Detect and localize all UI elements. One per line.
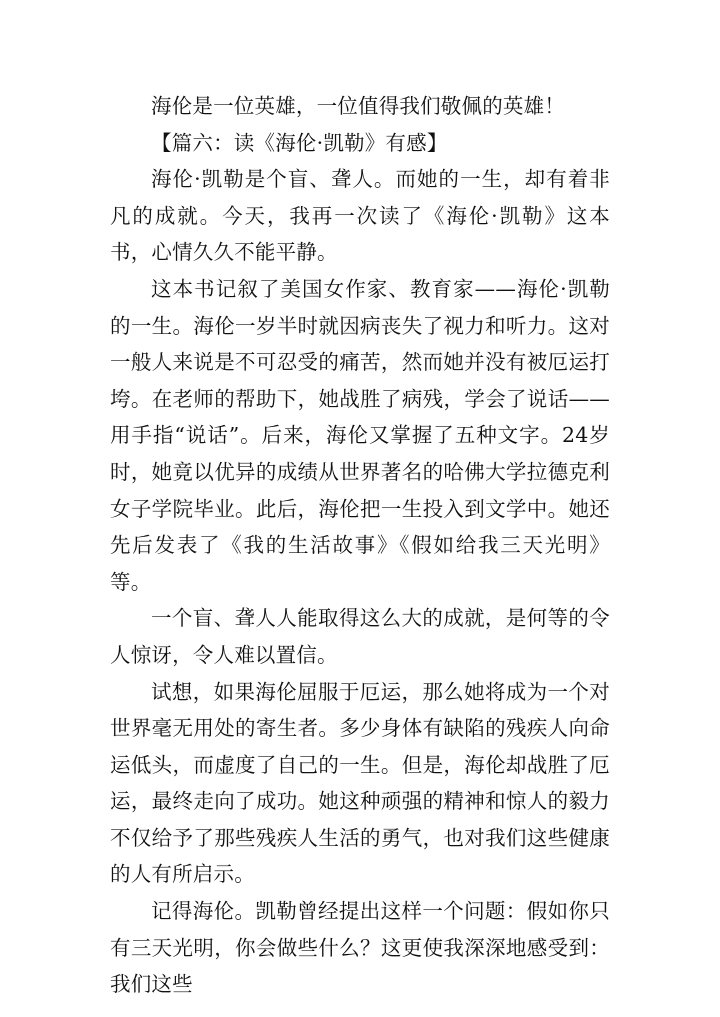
- document-body: [110, 88, 610, 1003]
- paragraph-amazement: 一个盲、聋人人能取得这么大的成就，是何等的令人惊讶，令人难以置信。: [110, 606, 610, 667]
- paragraph-reflection: 试想，如果海伦屈服于厄运，那么她将成为一个对世界毫无用处的寄生者。多少身体有缺陷的残疾人向命运低头，而虚度了自己的一生。但是，海伦却战胜了厄运，最终走向了成功。她这种顽强的精神和惊人的毅力不仅给予了那些残疾人生活的勇气，也对我们这些健康的人有所启示。: [110, 679, 610, 887]
- section-heading: 【篇六：读《海伦·凯勒》有感】: [151, 130, 448, 155]
- paragraph-biography: 这本书记叙了美国女作家、教育家——海伦·凯勒的一生。海伦一岁半时就因病丧失了视力和听力。这对一般人来说是不可忍受的痛苦，然而她并没有被厄运打垮。在老师的帮助下，她战胜了病残，学会了说话——用手指“说话”。后来，海伦又掌握了五种文字。24岁时，她竟以优异的成绩从世界著名的哈佛大学拉德克利女子学院毕业。此后，海伦把一生投入到文学中。她还先后发表了《我的生活故事》《假如给我三天光明》等。: [110, 276, 610, 594]
- paragraph-hero-statement: 海伦是一位英雄，一位值得我们敬佩的英雄！: [151, 94, 565, 118]
- paragraph-intro: 海伦·凯勒是个盲、聋人。而她的一生，却有着非凡的成就。今天，我再一次读了《海伦·凯勒》这本书，心情久久不能平静。: [110, 167, 610, 265]
- paragraph-question: 记得海伦。凯勒曾经提出这样一个问题：假如你只有三天光明，你会做些什么？这更使我深深地感受到：我们这些: [110, 899, 610, 997]
